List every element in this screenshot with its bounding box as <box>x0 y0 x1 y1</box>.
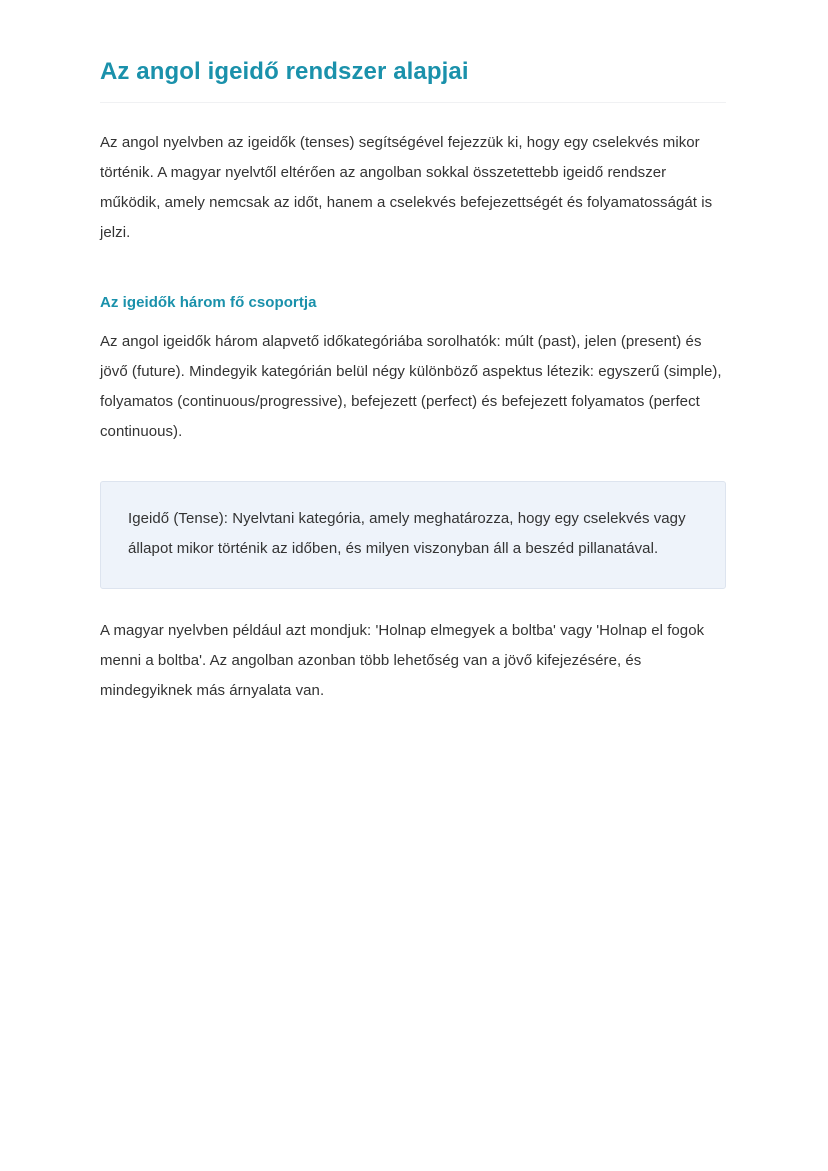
intro-paragraph: Az angol nyelvben az igeidők (tenses) segítségével fejezzük ki, hogy egy cselekvés mikor történik. A magyar nyelvtől eltérően az angolban sokkal összetettebb igeidő rendszer működik, amely nemcsak az időt, hanem a cselekvés befejezettségét és folyamatosságát is jelzi. <box>100 134 713 241</box>
section-subheading: Az igeidők három fő csoportja <box>100 294 317 311</box>
categories-paragraph: Az angol igeidők három alapvető időkategóriába sorolhatók: múlt (past), jelen (present) és jövő (future). Mindegyik kategórián belül négy különböző aspektus létezik: egyszerű (simple), folyamatos (continuous/progressive), befejezett (perfect) és befejezett folyamatos (perfect continuous). <box>100 333 722 440</box>
example-paragraph: A magyar nyelvben például azt mondjuk: 'Holnap elmegyek a boltba' vagy 'Holnap el fogok menni a boltba'. Az angolban azonban több lehetőség van a jövő kifejezésére, és mindegyiknek más árnyalata van. <box>100 622 705 699</box>
document-content <box>100 56 726 706</box>
page-title: Az angol igeidő rendszer alapjai <box>100 58 469 85</box>
definition-callout <box>100 481 726 589</box>
title-divider <box>100 102 726 103</box>
definition-callout-text: Igeidő (Tense): Nyelvtani kategória, amely meghatározza, hogy egy cselekvés vagy állapot mikor történik az időben, és milyen viszonyban áll a beszéd pillanatával. <box>128 510 686 557</box>
